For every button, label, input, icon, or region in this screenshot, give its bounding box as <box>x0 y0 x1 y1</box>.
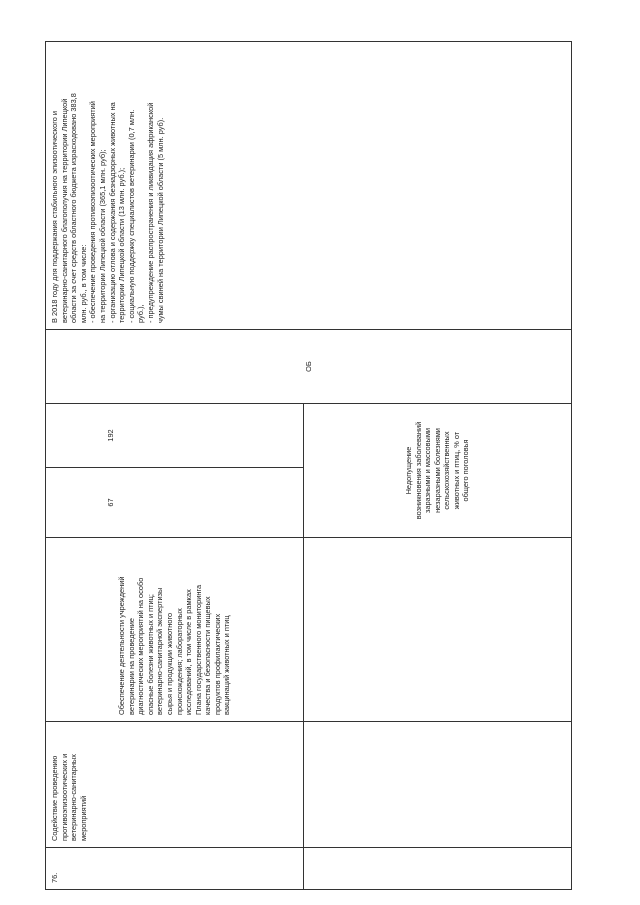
result-line: млн. руб., в том числе: <box>78 244 88 323</box>
indicator-line: возникновения заболеваний <box>413 421 423 520</box>
indicator-line: животных и птиц, % от <box>451 431 461 510</box>
activity-line: Плана государственного мониторинга <box>193 584 203 715</box>
result-line: территории Липецкой области (13 млн. руб.); <box>117 167 127 323</box>
activity-line: ветеринарии на проведение <box>126 618 136 715</box>
result-line: чумы свиней на территории Липецкой области (5 млн. руб). <box>155 117 165 323</box>
row-number: 76. <box>50 872 59 883</box>
activity-cell <box>46 538 304 722</box>
indicator-line: сельскохозяйственных <box>442 431 452 510</box>
result-line: - предупреждение распространения и ликвидация африканской <box>145 102 155 323</box>
result-line: на территории Липецкой области (365,1 млн. руб); <box>97 149 107 323</box>
result-line: В 2018 году для поддержания стабильного эпизоотического и <box>50 110 59 323</box>
indicator-line: общего поголовья <box>461 439 471 502</box>
activity-line: диагностических мероприятий на особо <box>136 577 146 715</box>
table-container <box>45 42 571 890</box>
result-line: - социальную поддержку специалистов ветеринарии (0,7 млн. <box>126 109 136 323</box>
rotated-page <box>45 42 571 890</box>
indicator-value-2-cell <box>46 404 304 468</box>
activity-line: сырья и продукции животного <box>164 612 174 715</box>
empty-cell <box>304 538 572 722</box>
activity-text <box>117 544 232 715</box>
activity-line: ветеринарно-санитарной экспертизы <box>155 587 165 715</box>
activity-line: опасные болезни животных и птиц; <box>145 594 155 715</box>
table-row <box>46 42 304 890</box>
indicator-value-1-cell <box>46 468 304 538</box>
measure-name-cell <box>46 722 304 848</box>
activity-line: качества и безопасности пищевых <box>203 596 213 715</box>
indicator-name <box>404 410 471 531</box>
activity-line: вакцинаций животных и птиц <box>222 615 232 715</box>
result-text <box>50 48 165 323</box>
measure-name: Содействие проведению противоэпизоотических и ветеринарно-санитарных мероприятий <box>50 753 88 841</box>
result-line: руб.), <box>136 304 146 323</box>
source-cell <box>46 330 572 404</box>
row-number-cell <box>46 848 304 890</box>
result-line: области за счет средств областного бюджета израсходовано 383,8 <box>69 93 79 323</box>
result-line: ветеринарно-санитарного благополучия на территории Липецкой <box>59 98 69 323</box>
empty-cell <box>304 722 572 848</box>
indicator-line: незаразными болезнями <box>432 428 442 513</box>
funding-source: ОБ <box>303 361 313 372</box>
report-table <box>45 41 572 890</box>
result-line: - обеспечение проведения противоэпизоотических мероприятий <box>88 101 98 323</box>
indicator-value-2: 192 <box>106 429 115 442</box>
result-line: - организацию отлова и содержания безнадзорных животных на <box>107 102 117 323</box>
activity-line: происхождения; лабораторных <box>174 608 184 715</box>
activity-line: продуктов профилактических <box>212 613 222 715</box>
indicator-name-cell <box>304 404 572 538</box>
indicator-line: Недопущение <box>403 446 413 495</box>
empty-cell <box>304 848 572 890</box>
indicator-value-1: 67 <box>106 498 115 507</box>
indicator-line: заразными и массовыми <box>423 427 433 514</box>
result-cell <box>46 42 572 330</box>
activity-line: исследований, в том числе в рамках <box>184 589 194 715</box>
activity-line: Обеспечение деятельности учреждений <box>116 576 126 715</box>
